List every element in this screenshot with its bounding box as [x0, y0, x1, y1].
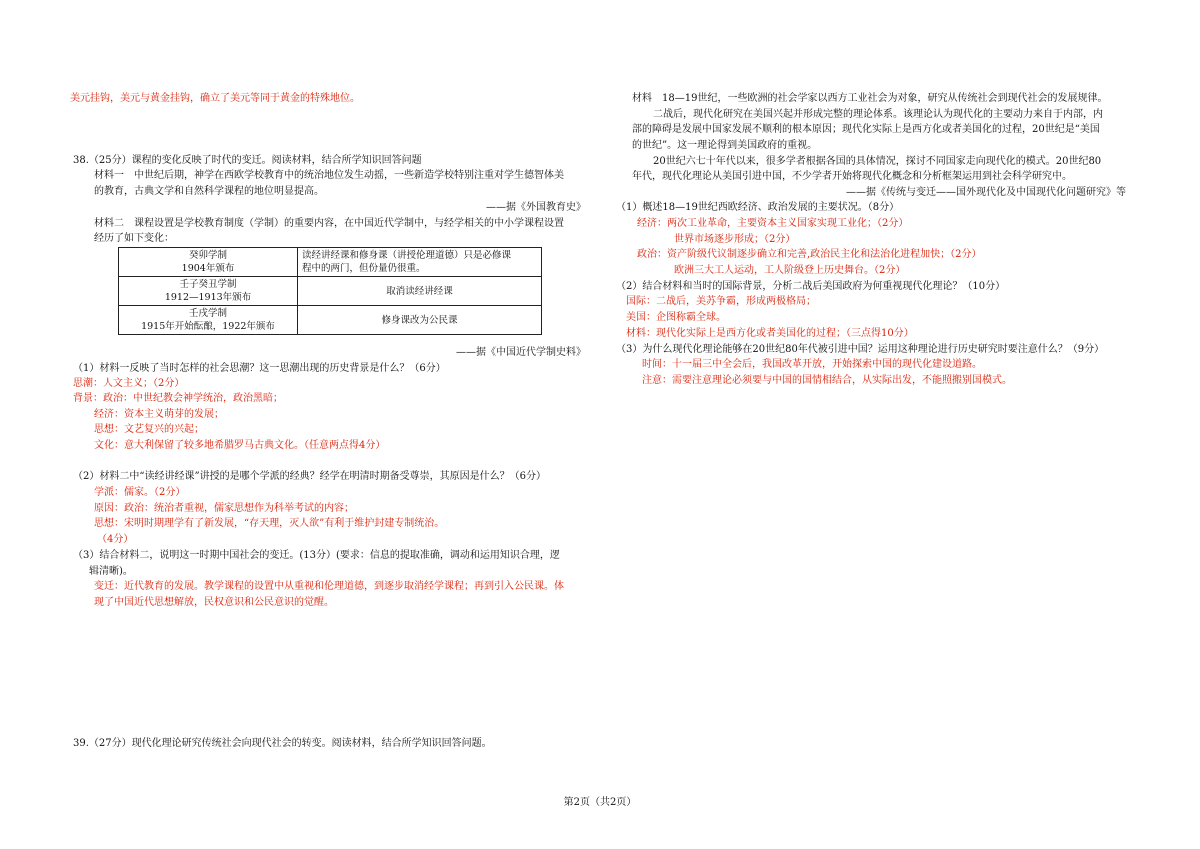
- q39-sub2-answer: 国际：二战后，美苏争霸，形成两极格局；: [626, 296, 816, 307]
- table-cell: 壬戌学制 1915年开始酝酿，1922年颁布: [119, 306, 298, 335]
- q39-sub2-answer: 材料：现代化实际上是西方化或者美国化的过程；（三点得10分）: [626, 328, 914, 339]
- q39-sub1-answer: 欧洲三大工人运动，工人阶级登上历史舞台。（2分）: [674, 265, 906, 276]
- q38-sub3-answer: 现了中国近代思想解放，民权意识和公民意识的觉醒。: [94, 597, 334, 608]
- q38-sub3-question: （3）结合材料二，说明这一时期中国社会的变迁。(13分）(要求：信息的提取准确，调动和运用知识合理，逻: [73, 550, 560, 561]
- q38-material1-line2: 的教育，古典文学和自然科学课程的地位明显提高。: [94, 186, 324, 197]
- q39-sub1-answer: 经济：两次工业革命，主要资本主义国家实现工业化；（2分）: [637, 218, 909, 229]
- q38-sub1-answer: 经济：资本主义萌芽的发展；: [94, 409, 224, 420]
- q38-sub3-question: 辑清晰)。: [89, 566, 133, 577]
- q38-sub3-answer: 变迁：近代教育的发展。教学课程的设置中从重视和伦理道德，到逐步取消经学课程；再到引入公民课。体: [94, 581, 564, 592]
- q38-sub2-question: （2）材料二中“读经讲经课”讲授的是哪个学派的经典？经学在明清时期备受尊崇，其原因是什么？（6分）: [73, 471, 546, 482]
- table-row: [119, 248, 542, 277]
- q39-sub1-answer: 世界市场逐步形成；（2分）: [674, 234, 796, 245]
- q38-material1-line1: 材料一 中世纪后期，神学在西欧学校教育中的统治地位发生动摇，一些新造学校特别注重对学生德智体美: [94, 170, 564, 181]
- curriculum-table: [118, 247, 542, 335]
- q38-sub2-answer: 原因：政治：统治者重视，儒家思想作为科举考试的内容；: [94, 503, 354, 514]
- q39-sub2-question: （2）结合材料和当时的国际背景，分析二战后美国政府为何重视现代化理论？（10分）: [616, 281, 1006, 292]
- table-row: [119, 277, 542, 306]
- q39-stem: 39.（27分）现代化理论研究传统社会向现代社会的转变。阅读材料，结合所学知识回答问题。: [73, 738, 492, 749]
- q38-sub1-answer: 背景：政治：中世纪教会神学统治，政治黑暗；: [73, 393, 283, 404]
- q38-sub2-answer: 学派：儒家。（2分）: [94, 487, 186, 498]
- q39-sub1-question: （1）概述18—19世纪西欧经济、政治发展的主要状况。（8分）: [616, 202, 900, 213]
- q39-sub1-answer: 政治：资产阶级代议制逐步确立和完善,政治民主化和法治化进程加快；（2分）: [637, 249, 982, 260]
- q38-material2-line1: 材料二 课程设置是学校教育制度（学制）的重要内容，在中国近代学制中，与经学相关的中小学课程设置: [94, 218, 564, 229]
- q38-material2-line2: 经历了如下变化：: [94, 233, 174, 244]
- top-note: 美元挂钩，美元与黄金挂钩，确立了美元等同于黄金的特殊地位。: [70, 93, 360, 104]
- table-cell: 壬子癸丑学制 1912—1913年颁布: [119, 277, 298, 306]
- table-cell: 读经讲经课和修身课（讲授伦理道德）只是必修课 程中的两门，但份量仍很重。: [298, 248, 542, 277]
- q38-sub1-answer: 思潮：人文主义；（2分）: [73, 378, 185, 389]
- table-cell: 癸卯学制 1904年颁布: [119, 248, 298, 277]
- q39-sub3-answer: 注意：需要注意理论必须要与中国的国情相结合，从实际出发，不能照搬别国模式。: [642, 375, 1012, 386]
- q38-material1-source: ——据《外国教育史》: [486, 202, 586, 213]
- q39-sub3-question: （3）为什么现代化理论能够在20世纪80年代被引进中国？运用这种理论进行历史研究时要注意什么？（9分）: [616, 344, 1105, 355]
- q39-material-line1: 材料 18—19世纪，一些欧洲的社会学家以西方工业社会为对象，研究从传统社会到现代社会的发展规律。: [632, 93, 1108, 104]
- q38-sub1-question: （1）材料一反映了当时怎样的社会思潮？这一思潮出现的历史背景是什么？（6分）: [73, 363, 446, 374]
- q39-material-line4: 的世纪”。这一理论得到美国政府的重视。: [632, 140, 818, 151]
- table-row: [119, 306, 542, 335]
- table-cell: 取消读经讲经课: [298, 277, 542, 306]
- q38-stem: 38.（25分）课程的变化反映了时代的变迁。阅读材料，结合所学知识回答问题: [73, 155, 422, 166]
- q39-sub3-answer: 时间：十一届三中全会后，我国改革开放，开始探索中国的现代化建设道路。: [642, 359, 982, 370]
- q39-material-line3: 部的障碍是发展中国家发展不顺利的根本原因；现代化实际上是西方化或者美国化的过程，20世纪是“美国: [632, 124, 1100, 135]
- q39-material-line5: 20世纪六七十年代以来，很多学者根据各国的具体情况，探讨不同国家走向现代化的模式。20世纪80: [653, 156, 1102, 167]
- q38-material2-source: ——据《中国近代学制史料》: [456, 347, 586, 358]
- q38-sub2-answer: 思想：宋明时期理学有了新发展，“存天理，灭人欲”有利于维护封建专制统治。: [94, 518, 445, 529]
- q38-sub1-answer: 思想：文艺复兴的兴起；: [94, 424, 204, 435]
- q39-material-line2: 二战后，现代化研究在美国兴起并形成完整的理论体系。该理论认为现代化的主要动力来自于内部，内: [653, 109, 1103, 120]
- q39-material-line6: 年代，现代化理论从美国引进中国，不少学者开始将现代化概念和分析框架运用到社会科学研究中。: [632, 171, 1072, 182]
- table-cell: 修身课改为公民课: [298, 306, 542, 335]
- q39-material-source: ——据《传统与变迁——国外现代化及中国现代化问题研究》等: [846, 187, 1126, 198]
- page-footer: 第2页（共2页）: [563, 797, 637, 808]
- q38-sub2-answer: （4分）: [97, 534, 134, 545]
- q38-sub1-answer: 文化：意大利保留了较多地希腊罗马古典文化。（任意两点得4分）: [94, 440, 386, 451]
- q39-sub2-answer: 美国：企图称霸全球。: [626, 312, 726, 323]
